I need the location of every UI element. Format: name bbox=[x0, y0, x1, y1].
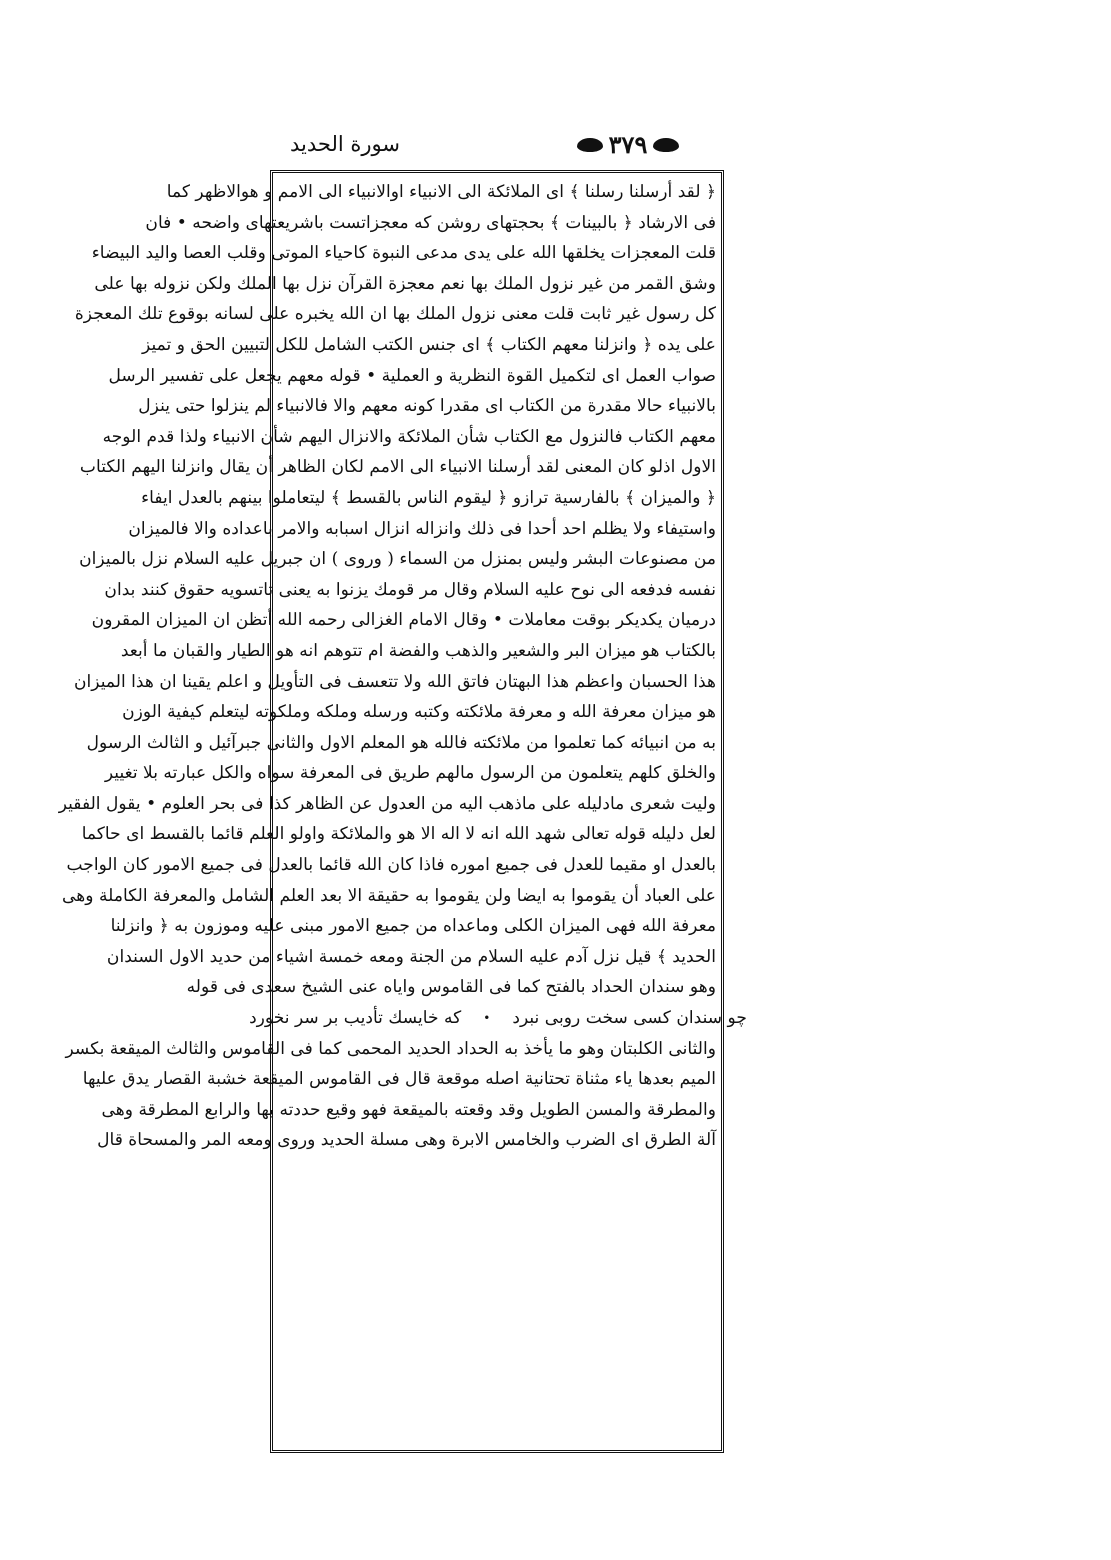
text-line: معرفة الله فهى الميزان الكلى وماعداه من جميع الامور مبنى عليه وموزون به ﴿ وانزلنا bbox=[110, 916, 716, 937]
verse-hemistich-right: چو سندان كسى سخت روبى نبرد bbox=[512, 1008, 747, 1029]
text-line: كل رسول غير ثابت قلت معنى نزول الملك بها ان الله يخبره على لسانه بوقوع تلك المعجزة bbox=[74, 304, 716, 325]
text-line: بالعدل او مقيما للعدل فى جميع اموره فاذا كان الله قائما بالعدل فى جميع الامور كان الواجب bbox=[66, 855, 716, 876]
text-line: ﴿ لقد أرسلنا رسلنا ﴾ اى الملائكة الى الانبياء اوالانبياء الى الامم و هوالاظهر كما bbox=[166, 182, 716, 202]
text-line: والثانى الكلبتان وهو ما يأخذ به الحداد الحديد المحمى كما فى القاموس والثالث الميقعة بكسر bbox=[65, 1038, 716, 1059]
page-header bbox=[268, 130, 722, 168]
text-line: والمطرقة والمسن الطويل وقد وقعته بالميقعة فهو وقيع حددته بها والرابع المطرقة وهى bbox=[101, 1099, 716, 1120]
text-line: فى الارشاد ﴿ بالبينات ﴾ بحجتهاى روشن كه معجزاتست باشريعتهاى واضحه • فان bbox=[145, 212, 716, 233]
text-line: على يده ﴿ وانزلنا معهم الكتاب ﴾ اى جنس الكتب الشامل للكل لتبيين الحق و تميز bbox=[142, 334, 716, 355]
text-line: قلت المعجزات يخلقها الله على يدى مدعى النبوة كاحياء الموتى وقلب العصا واليد البيضاء bbox=[91, 243, 716, 264]
text-line: آلة الطرق اى الضرب والخامس الابرة وهى مسلة الحديد وروى ومعه المر والمسحاة قال bbox=[97, 1130, 716, 1151]
text-line: وهو سندان الحداد بالفتح كما فى القاموس واياه عنى الشيخ سعدى فى قوله bbox=[186, 977, 716, 998]
text-line: واستيفاء ولا يظلم احد أحدا فى ذلك وانزاله انزال اسبابه والامر باعداده والا فالميزان bbox=[128, 518, 716, 539]
verse-separator: • bbox=[483, 1011, 491, 1026]
text-line: الحديد ﴾ قيل نزل آدم عليه السلام من الجنة ومعه خمسة اشياء من حديد الاول السندان bbox=[106, 946, 716, 967]
text-line: والخلق كلهم يتعلمون من الرسول مالهم طريق فى المعرفة سواه والكل عبارته بلا تغيير bbox=[104, 763, 716, 784]
text-line: نفسه فدفعه الى نوح عليه السلام وقال مر قومك يزنوا به يعنى تاتسويه حقوق كنند بدان bbox=[104, 579, 716, 600]
text-line: وشق القمر من غير نزول الملك بها نعم معجزة القرآن نزل بها الملك ولكن نزوله بها على bbox=[94, 273, 716, 294]
text-line: هذا الحسبان واعظم هذا البهتان فاتق الله ولا تتعسف فى التأويل و اعلم يقينا ان هذا الميزان bbox=[73, 671, 716, 692]
text-block-b bbox=[65, 1034, 716, 1156]
text-line: صواب العمل اى لتكميل القوة النظرية و العملية • قوله معهم يجعل على تفسير الرسل bbox=[108, 365, 716, 386]
text-line: درميان يكديكر بوقت معاملات • وقال الامام الغزالى رحمه الله أتظن ان الميزان المقرون bbox=[91, 610, 716, 631]
commentary-text bbox=[58, 177, 747, 1156]
persian-verse bbox=[249, 1003, 747, 1034]
text-line: به من انبيائه كما تعلموا من ملائكته فالله هو المعلم الاول والثانى جبرآئيل و الثالث الرسول bbox=[86, 732, 716, 753]
page-number: ٣٧٩ bbox=[608, 130, 648, 159]
text-line: بالكتاب هو ميزان البر والشعير والذهب والفضة ام تتوهم انه هو الطيار والقبان ما أبعد bbox=[120, 640, 716, 661]
page-number-block bbox=[558, 130, 698, 159]
text-line: من مصنوعات البشر وليس بمنزل من السماء ( وروى ) ان جبريل عليه السلام نزل بالميزان bbox=[79, 549, 716, 570]
text-block-a bbox=[58, 177, 716, 1003]
text-line: هو ميزان معرفة الله و معرفة ملائكته وكتبه ورسله وملكه وملكوته ليتعلم كيفية الوزن bbox=[122, 702, 716, 723]
verse-hemistich-left: كه خايسك تأديب بر سر نخورد bbox=[249, 1008, 462, 1029]
ornament-right-icon bbox=[653, 138, 679, 152]
surah-title: سورة الحديد bbox=[290, 132, 400, 156]
text-line: ﴿ والميزان ﴾ بالفارسية ترازو ﴿ ليقوم الناس بالقسط ﴾ ليتعاملوا بينهم بالعدل ايفاء bbox=[141, 487, 716, 508]
text-line: الميم بعدها ياء مثناة تحتانية اصله موقعة قال فى القاموس الميقعة خشبة القصار يدق عليها bbox=[82, 1069, 716, 1090]
text-line: على العباد أن يقوموا به ايضا ولن يقوموا به حقيقة الا بعد العلم الشامل والمعرفة الكاملة وهى bbox=[62, 885, 716, 906]
ornament-left-icon bbox=[577, 138, 603, 152]
text-line: وليت شعرى مادليله على ماذهب اليه من العدول عن الظاهر كذا فى بحر العلوم • يقول الفقير bbox=[58, 793, 716, 814]
text-line: بالانبياء حالا مقدرة من الكتاب اى مقدرا كونه معهم والا فالانبياء لم ينزلوا حتى ينزل bbox=[138, 396, 716, 417]
text-line: لعل دليله قوله تعالى شهد الله انه لا اله الا هو والملائكة واولو العلم قائما بالقسط اى حاكما bbox=[81, 824, 716, 845]
text-line: معهم الكتاب فالنزول مع الكتاب شأن الملائكة والانزال اليهم شأن الانبياء ولذا قدم الوجه bbox=[102, 426, 716, 447]
text-line: الاول اذلو كان المعنى لقد أرسلنا الانبياء الى الامم لكان الظاهر أن يقال وانزلنا اليهم الكتاب bbox=[79, 457, 716, 478]
